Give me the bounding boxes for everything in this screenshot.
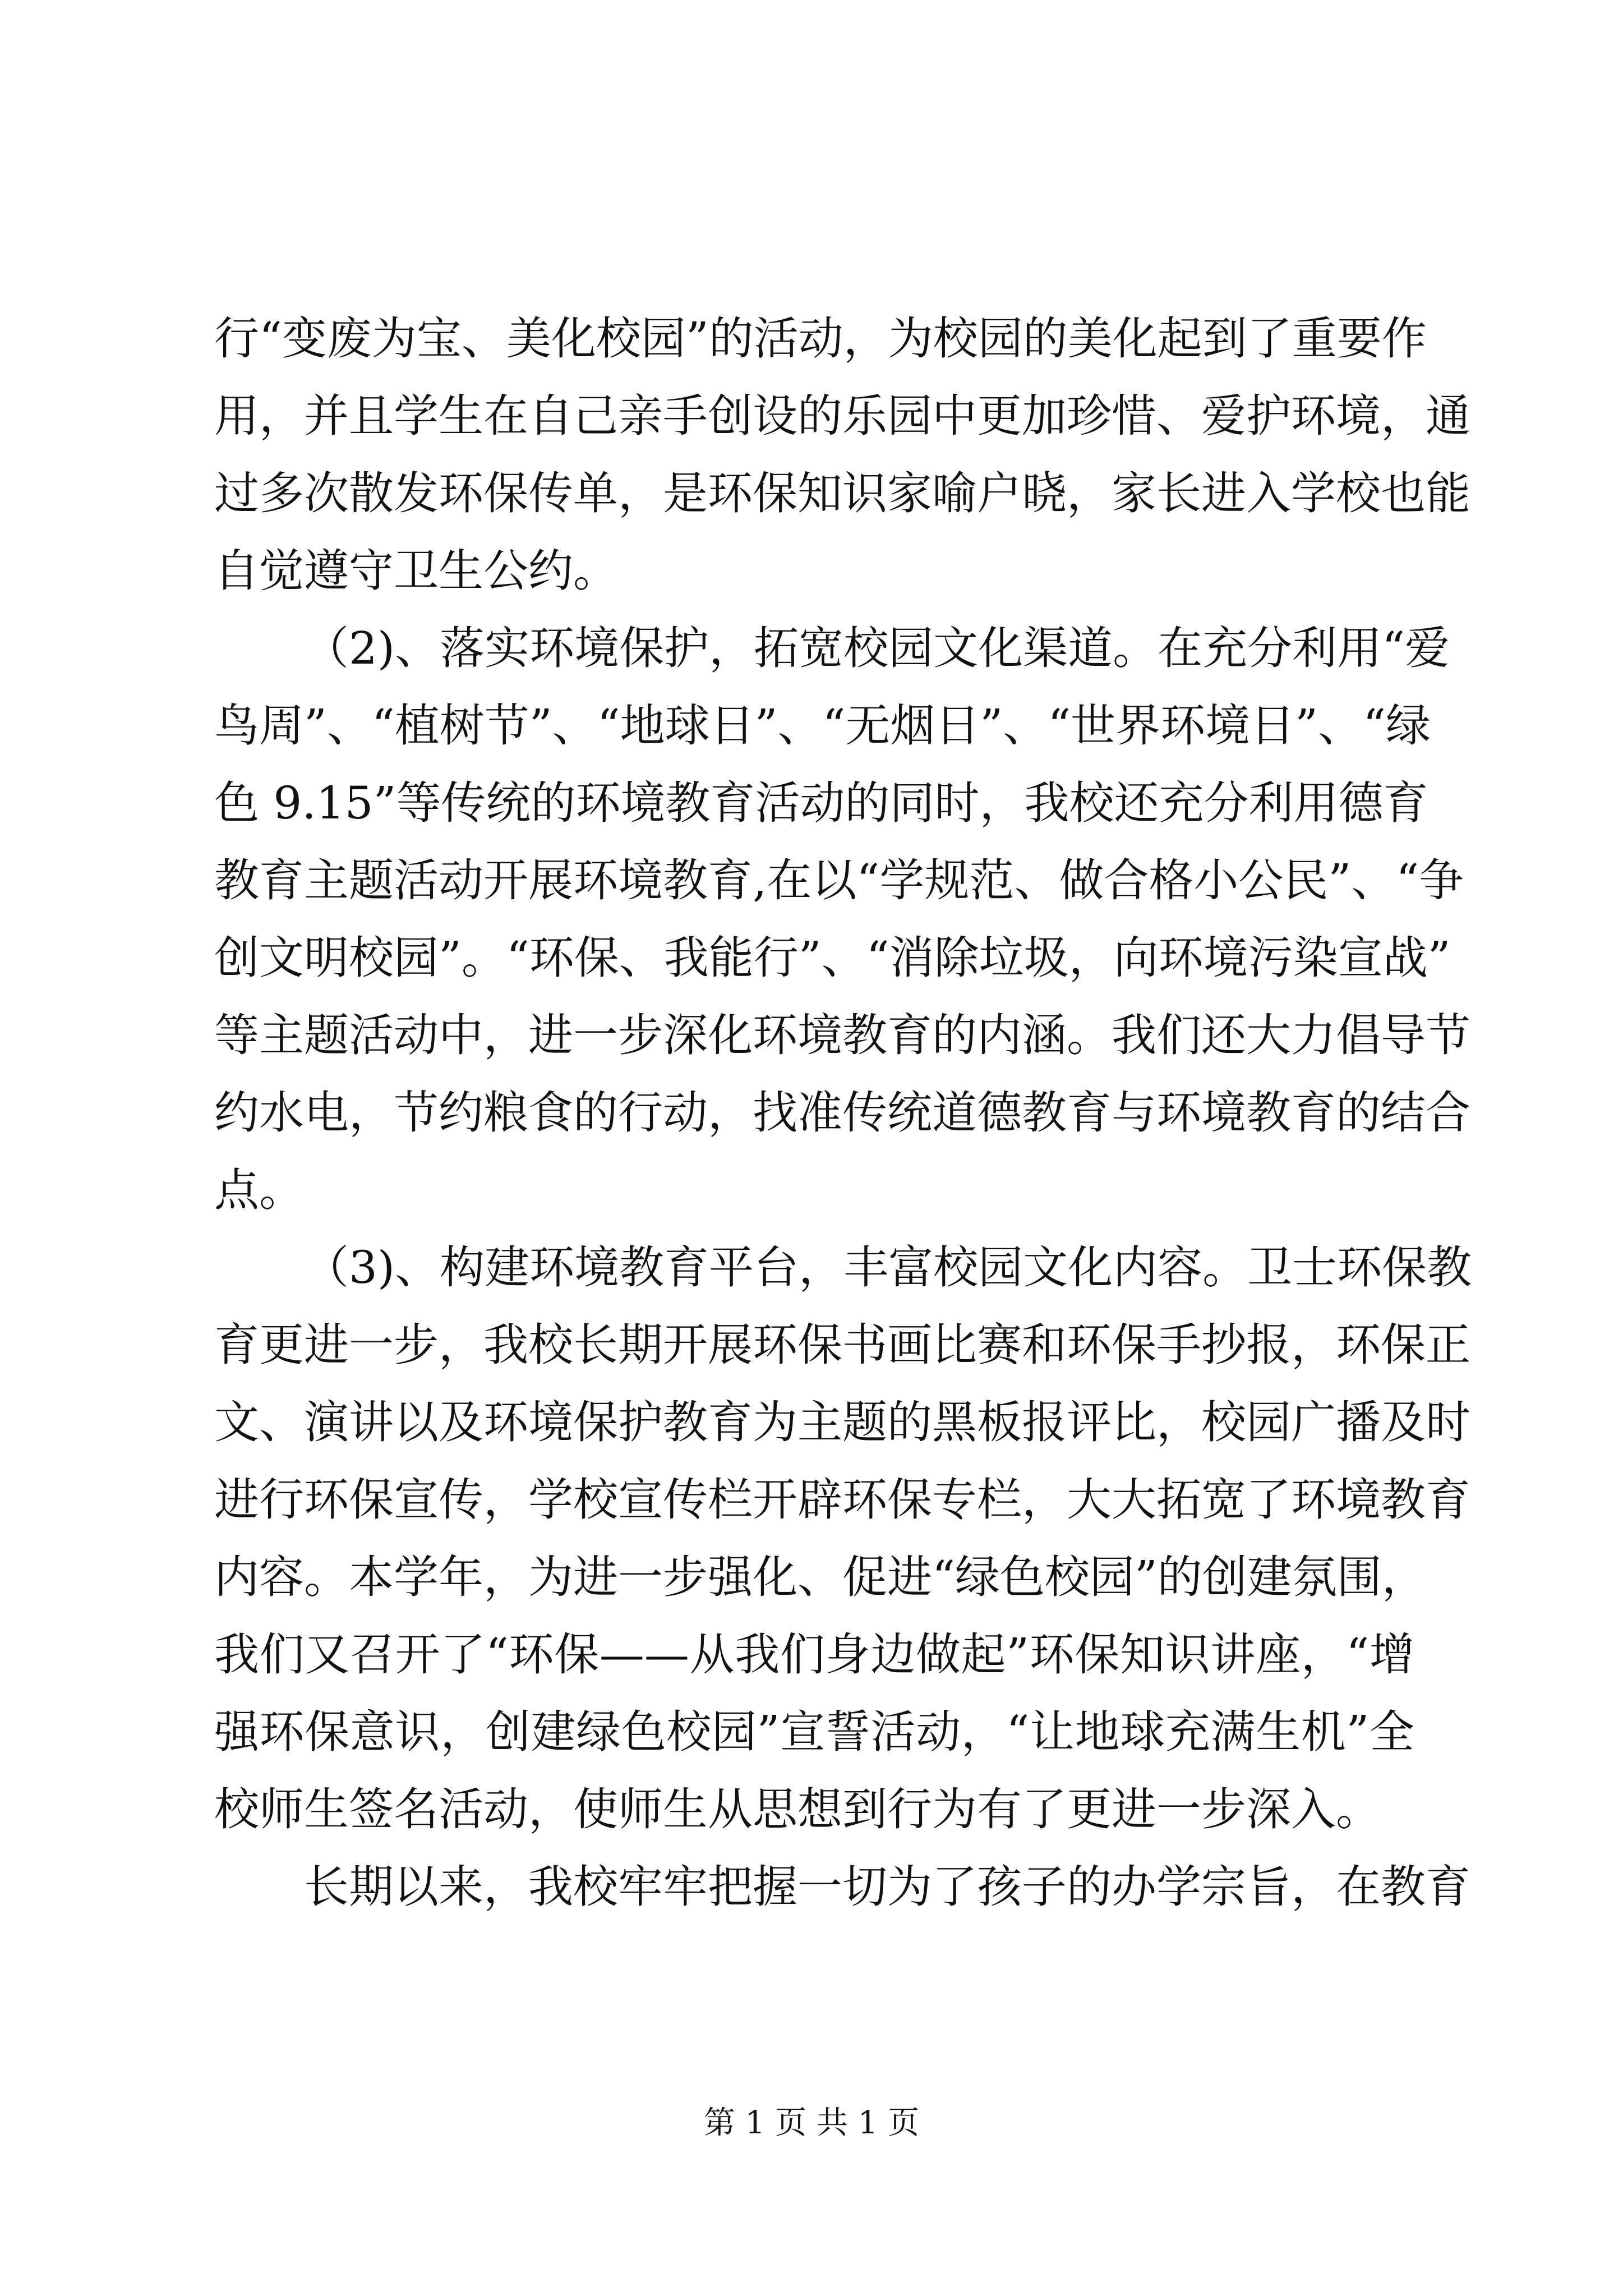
text-line: 育更进一步，我校长期开展环保书画比赛和环保手抄报，环保正	[214, 1319, 1470, 1371]
page-number-footer: 第 1 页 共 1 页	[703, 2105, 920, 2141]
text-line: 色 9.15”等传统的环境教育活动的同时，我校还充分利用德育	[214, 777, 1428, 829]
text-line: 进行环保宣传，学校宣传栏开辟环保专栏，大大拓宽了环境教育	[214, 1474, 1470, 1526]
text-line: 等主题活动中，进一步深化环境教育的内涵。我们还大力倡导节	[214, 1009, 1470, 1061]
text-line: 行“变废为宝、美化校园”的活动，为校园的美化起到了重要作	[214, 312, 1427, 365]
text-line: 自觉遵守卫生公约。	[214, 545, 618, 597]
paragraph-3-first-line: （3)、构建环境教育平台，丰富校园文化内容。卫士环保教	[304, 1241, 1472, 1294]
paragraph-2-first-line: （2)、落实环境保护，拓宽校园文化渠道。在充分利用“爱	[304, 622, 1450, 674]
text-line: 用，并且学生在自己亲手创设的乐园中更加珍惜、爱护环境，通	[214, 390, 1470, 442]
text-line: 过多次散发环保传单，是环保知识家喻户晓，家长进入学校也能	[214, 467, 1470, 519]
paragraph-4-first-line: 长期以来，我校牢牢把握一切为了孩子的办学宗旨，在教育	[304, 1861, 1470, 1913]
text-line: 校师生签名活动，使师生从思想到行为有了更进一步深入。	[214, 1783, 1381, 1835]
text-line: 内容。本学年，为进一步强化、促进“绿色校园”的创建氛围，	[214, 1551, 1427, 1603]
body-text	[214, 300, 1472, 1926]
text-line: 约水电，节约粮食的行动，找准传统道德教育与环境教育的结合	[214, 1087, 1470, 1139]
text-line: 教育主题活动开展环境教育,在以“学规范、做合格小公民”、“争	[214, 854, 1464, 907]
text-line: 我们又召开了“环保——从我们身边做起”环保知识讲座，“增	[214, 1628, 1414, 1681]
text-line: 鸟周”、“植树节”、“地球日”、“无烟日”、“世界环境日”、“绿	[214, 700, 1431, 752]
text-line: 文、演讲以及环境保护教育为主题的黑板报评比，校园广播及时	[214, 1396, 1470, 1448]
text-line: 点。	[214, 1164, 304, 1216]
text-line: 强环保意识，创建绿色校园”宣誓活动，“让地球充满生机”全	[214, 1706, 1414, 1758]
text-line: 创文明校园”。“环保、我能行”、“消除垃圾，向环境污染宣战”	[214, 932, 1451, 984]
